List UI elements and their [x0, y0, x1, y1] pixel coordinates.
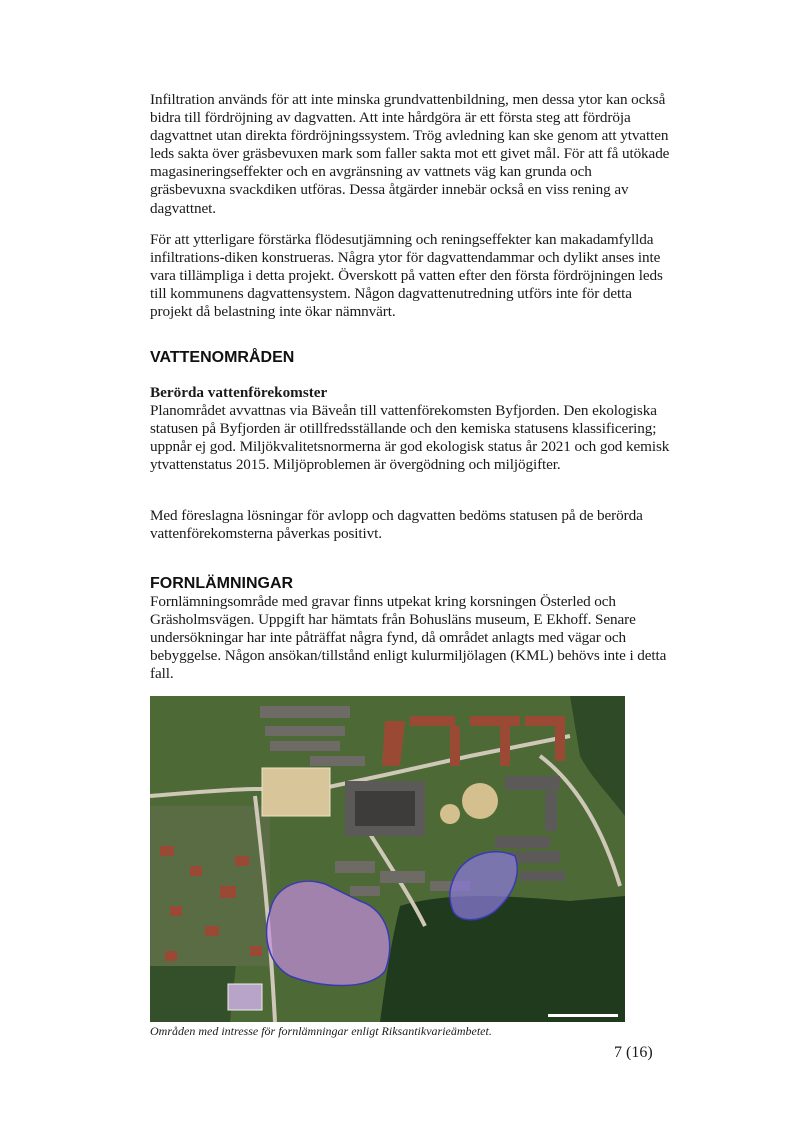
- heading-vattenomraden: VATTENOMRÅDEN: [150, 349, 295, 366]
- paragraph-fornlamningsomrade: Fornlämningsområde med gravar finns utpekat kring korsningen Österled och Gräsholmsvägen. Uppgift har hämtats från Bohusläns museum, E Ekhoff. Senare undersökningar har inte påträffat några fynd, då området anlagts med vägar och bebyggelse. Någon ansökan/tillstånd enligt kulurmiljölagen (KML) behövs inte i detta fall.: [150, 593, 667, 683]
- paragraph-infiltration: Infiltration används för att inte minska grundvattenbildning, men dessa ytor kan också bidra till fördröjning av dagvatten. Att inte hårdgöra är ett första steg att fördröja dagvattnet utan direkta fördröjningssystem. Trög avledning kan ske genom att ytvatten leds sakta över gräsbevuxen mark som faller sakta mot ett givet mål. För att få utökade magasineringseffekter och en avgränsning av vattnets väg kan grunda och gräsbevuxna svackdiken utföras. Dessa åtgärder innebär också en viss rening av dagvattnet.: [150, 91, 670, 217]
- paragraph-planomradet: Planområdet avvattnas via Bäveån till vattenförekomsten Byfjorden. Den ekologiska statusen på Byfjorden är otillfredsställande och den kemiska statusens klassificering; uppnår ej god. Miljökvalitetsnormerna är god ekologisk status år 2021 och god kemisk ytvattenstatus 2015. Miljöproblemen är övergödning och miljögifter.: [150, 402, 670, 474]
- aerial-map-image: [150, 696, 625, 1022]
- figure-caption: Områden med intresse för fornlämningar enligt Riksantikvarieämbetet.: [150, 1024, 492, 1038]
- paragraph-foreslagna-losningar: Med föreslagna lösningar för avlopp och dagvatten bedöms statusen på de berörda vattenförekomsterna påverkas positivt.: [150, 507, 643, 543]
- heading-berorda-vattenforekomster: Berörda vattenförekomster: [150, 384, 328, 401]
- heading-fornlamningar: FORNLÄMNINGAR: [150, 575, 294, 592]
- page-number: 7 (16): [614, 1044, 653, 1061]
- aerial-map-photo: [150, 696, 625, 1022]
- paragraph-flodesutjamning: För att ytterligare förstärka flödesutjämning och reningseffekter kan makadamfyllda infiltrations-diken konstrueras. Några ytor för dagvattendammar och dylikt anses inte vara tillämpliga i detta projekt. Överskott på vatten efter den första fördröjningen leds till kommunens dagvattensystem. Någon dagvattenutredning utförs inte för detta projekt då belastning inte ökar nämnvärt.: [150, 231, 663, 321]
